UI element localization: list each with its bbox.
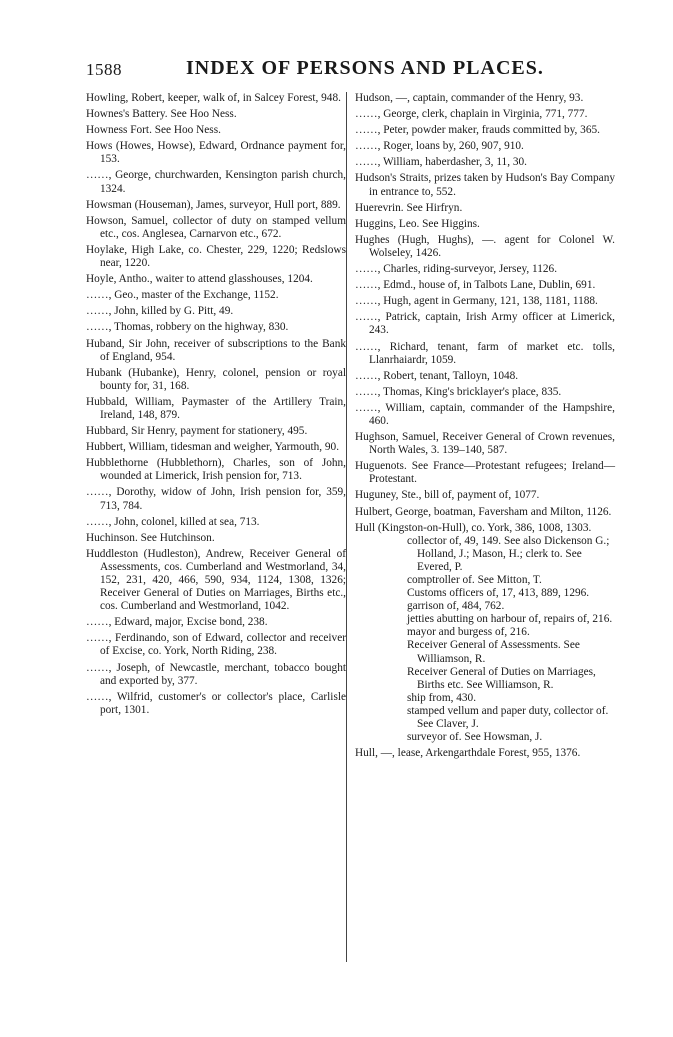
index-entry: Huerevrin. See Hirfryn. (355, 201, 463, 214)
index-entry: Hows (Howes, Howse), Edward, Ordnance payment for, 153. (86, 140, 346, 166)
index-entry: Howling, Robert, keeper, walk of, in Salcey Forest, 948. (86, 92, 341, 104)
index-entry: ……, William, captain, commander of the Hampshire, 460. (355, 401, 615, 427)
index-entry: Hubbard, Sir Henry, payment for stationery, 495. (86, 425, 308, 438)
index-entry: ……, Joseph, of Newcastle, merchant, tobacco bought and exported by, 377. (86, 661, 346, 687)
index-entry: ……, Dorothy, widow of John, Irish pension for, 359, 713, 784. (86, 486, 346, 512)
index-entry: ……, Thomas, King's bricklayer's place, 835. (355, 385, 562, 398)
index-entry: ……, Peter, powder maker, frauds committed by, 365. (355, 124, 600, 137)
index-entry: Huchinson. See Hutchinson. (86, 531, 215, 544)
index-entry: Hownes's Battery. See Hoo Ness. (86, 108, 237, 121)
index-entry: ……, Patrick, captain, Irish Army officer at Limerick, 243. (355, 311, 615, 337)
index-subentry: surveyor of. See Howsman, J. (407, 731, 543, 744)
page-number: 1588 (86, 60, 122, 79)
index-entry: Hughson, Samuel, Receiver General of Crown revenues, North Wales, 3. 139–140, 587. (355, 431, 615, 457)
column-divider (346, 92, 347, 962)
hull-subentries (355, 535, 615, 745)
index-entry: ……, George, churchwarden, Kensington parish church, 1324. (86, 169, 346, 195)
index-subentry: Receiver General of Assessments. See Williamson, R. (407, 639, 580, 665)
index-column-left (86, 92, 346, 720)
index-subentry: jetties abutting on harbour of, repairs of, 216. (407, 613, 613, 626)
index-entry: Huguenots. See France—Protestant refugees; Ireland—Protestant. (355, 460, 615, 486)
index-subentry: Receiver General of Duties on Marriages, Births etc. See Williamson, R. (407, 665, 596, 691)
index-entry: Hubbald, William, Paymaster of the Artillery Train, Ireland, 148, 879. (86, 395, 346, 421)
index-entry: ……, George, clerk, chaplain in Virginia, 771, 777. (355, 108, 588, 121)
index-entry: Howness Fort. See Hoo Ness. (86, 124, 221, 137)
index-subentry: collector of, 49, 149. See also Dickenson G.; Holland, J.; Mason, H.; clerk to. See Evered, P. (407, 534, 610, 573)
index-entry: Hoylake, High Lake, co. Chester, 229, 1220; Redslows near, 1220. (86, 243, 346, 270)
index-subentry: ship from, 430. (407, 691, 477, 704)
index-entry: ……, Thomas, robbery on the highway, 830. (86, 321, 289, 334)
index-column-right (355, 92, 615, 763)
running-title: INDEX OF PERSONS AND PLACES. (186, 57, 544, 79)
index-subentry: Customs officers of, 17, 413, 889, 1296. (407, 587, 590, 600)
index-entry: ……, Wilfrid, customer's or collector's place, Carlisle port, 1301. (86, 690, 346, 716)
index-entry: Huddleston (Hudleston), Andrew, Receiver General of Assessments, cos. Cumberland and Westmorland, 34, 152, 231, 420, 466, 590, 934, 1124, 1308, 1326; Receiver General of Duties on Marriages, Births etc., cos. Cumberland and Westmorland, 1042. (86, 547, 346, 613)
index-entry: ……, Geo., master of the Exchange, 1152. (86, 289, 279, 302)
index-entry: Huguney, Ste., bill of, payment of, 1077. (355, 489, 540, 502)
index-entry: ……, Hugh, agent in Germany, 121, 138, 1181, 1188. (355, 295, 598, 308)
index-entry: ……, Robert, tenant, Talloyn, 1048. (355, 369, 519, 382)
index-entry: ……, Edward, major, Excise bond, 238. (86, 616, 268, 629)
index-entry: Huggins, Leo. See Higgins. (355, 217, 480, 230)
index-entry: Hubank (Hubanke), Henry, colonel, pension or royal bounty for, 31, 168. (86, 366, 346, 392)
index-entry: Hughes (Hugh, Hughs), —. agent for Colonel W. Wolseley, 1426. (355, 233, 615, 259)
index-entry: Hull (Kingston-on-Hull), co. York, 386, 1008, 1303. (355, 521, 592, 534)
index-subentry: stamped vellum and paper duty, collector of. See Claver, J. (407, 704, 609, 731)
index-entry: ……, Roger, loans by, 260, 907, 910. (355, 140, 524, 153)
index-entry: ……, Ferdinando, son of Edward, collector and receiver of Excise, co. York, North Riding, 238. (86, 632, 346, 658)
index-entry: ……, John, killed by G. Pitt, 49. (86, 305, 234, 318)
index-subentry: garrison of, 484, 762. (407, 600, 505, 613)
index-entry: Howsman (Houseman), James, surveyor, Hull port, 889. (86, 198, 341, 211)
index-entry: Hubbert, William, tidesman and weigher, Yarmouth, 90. (86, 441, 340, 454)
index-entry: Hull, —, lease, Arkengarthdale Forest, 955, 1376. (355, 747, 581, 760)
index-entry: Huband, Sir John, receiver of subscriptions to the Bank of England, 954. (86, 337, 346, 363)
index-entry: ……, William, haberdasher, 3, 11, 30. (355, 156, 527, 169)
index-entry: Hulbert, George, boatman, Faversham and Milton, 1126. (355, 505, 612, 518)
index-entry: ……, Richard, tenant, farm of market etc. tolls, Llanrhaiardr, 1059. (355, 340, 615, 366)
index-subentry: comptroller of. See Mitton, T. (407, 574, 542, 586)
index-entry: Hudson, —, captain, commander of the Henry, 93. (355, 92, 584, 104)
index-subentry: mayor and burgess of, 216. (407, 626, 530, 639)
index-entry: Hoyle, Antho., waiter to attend glasshouses, 1204. (86, 273, 313, 286)
index-entry: ……, John, colonel, killed at sea, 713. (86, 515, 260, 528)
index-entry: ……, Edmd., house of, in Talbots Lane, Dublin, 691. (355, 279, 596, 292)
index-entry: Hubblethorne (Hubblethorn), Charles, son of John, wounded at Limerick, Irish pension for, 713. (86, 457, 346, 483)
index-entry: Howson, Samuel, collector of duty on stamped vellum etc., cos. Anglesea, Carnarvon etc., 672. (86, 214, 346, 240)
index-entry: ……, Charles, riding-surveyor, Jersey, 1126. (355, 263, 558, 276)
page-header (0, 30, 673, 79)
index-entry: Hudson's Straits, prizes taken by Hudson's Bay Company in entrance to, 552. (355, 172, 615, 198)
